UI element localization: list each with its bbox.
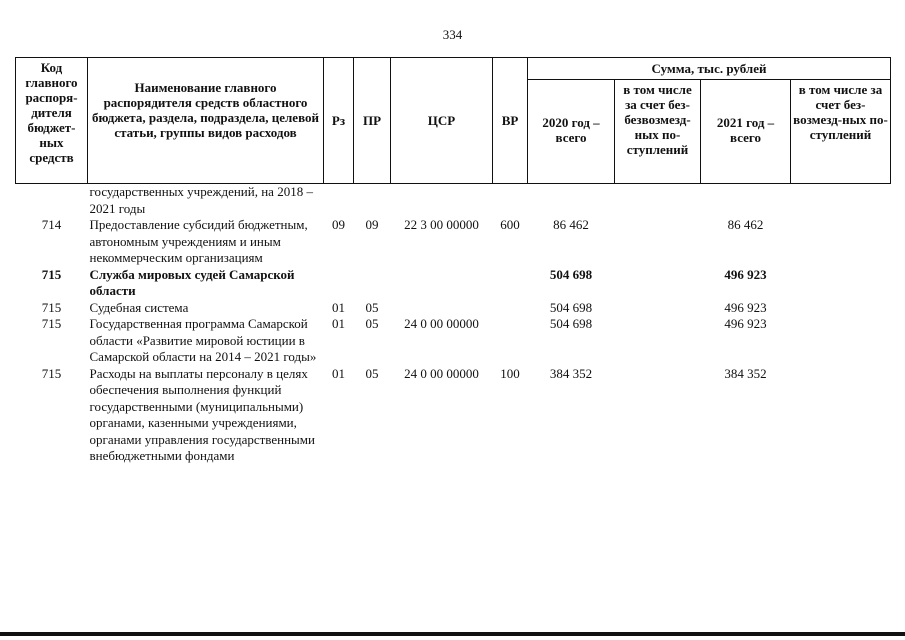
row-csr (391, 267, 493, 300)
row-pr (354, 267, 391, 300)
row-name: Расходы на выплаты персоналу в целях обеспечения выполнения функций государственными (муниципальными) органами, казенными учреждениями, органами управления государственными внебюджетными фондами (89, 365, 315, 463)
header-vr: ВР (493, 58, 528, 184)
row-csr (391, 184, 493, 218)
table-row (16, 217, 891, 267)
header-sum: Сумма, тыс. рублей (528, 58, 891, 80)
row-pr (354, 184, 391, 218)
header-2021-free: в том числе за счет без-возмезд-ных по-ступлений (791, 80, 891, 184)
row-pr: 09 (365, 217, 379, 232)
row-vr: 100 (500, 365, 520, 381)
header-code: Код главного распоря-дителя бюджет-ных средств (16, 58, 88, 184)
row-rz: 01 (332, 365, 345, 381)
row-sum-2021: 384 352 (724, 365, 767, 381)
row-csr: 24 0 00 00000 (404, 316, 479, 331)
row-name: Предоставление субсидий бюджетным, автономным учреждениям и иным некоммерческим организациям (89, 217, 308, 265)
row-sum-2021 (701, 184, 791, 218)
row-sum-2020: 504 698 (549, 266, 593, 282)
bottom-rule (0, 632, 905, 636)
row-sum-2020: 504 698 (549, 316, 593, 331)
table-row (16, 366, 891, 465)
row-sum-2020 (528, 184, 615, 218)
row-name: Государственная программа Самарской области «Развитие мировой юстиции в Самарской области на 2014 – 2021 годы» (89, 316, 317, 364)
row-sum-2020-free (615, 366, 701, 465)
row-csr (391, 300, 493, 317)
row-code: 715 (41, 266, 62, 282)
table-header (16, 58, 891, 184)
row-code: 715 (41, 299, 62, 315)
row-pr: 05 (365, 316, 379, 331)
row-rz: 01 (332, 299, 345, 315)
row-code: 715 (41, 316, 62, 331)
header-2020-free: в том числе за счет без-безвозмезд-ных по-ступлений (615, 80, 701, 184)
row-rz (324, 184, 354, 218)
header-2021-total: 2021 год – всего (701, 80, 791, 184)
header-pr: ПР (354, 58, 391, 184)
row-sum-2021-free (791, 300, 891, 317)
row-sum-2021: 496 923 (724, 316, 767, 331)
row-sum-2020-free (615, 184, 701, 218)
budget-table (15, 57, 891, 465)
row-sum-2020: 504 698 (549, 299, 593, 315)
row-csr: 22 3 00 00000 (404, 217, 479, 232)
header-csr: ЦСР (391, 58, 493, 184)
row-vr (493, 316, 528, 366)
table-body (16, 184, 891, 465)
row-sum-2021: 496 923 (724, 266, 767, 282)
header-name: Наименование главного распорядителя средств областного бюджета, раздела, подраздела, целевой статьи, группы видов расходов (88, 58, 324, 184)
row-code: 714 (41, 217, 62, 232)
table-row (16, 300, 891, 317)
row-sum-2021-free (791, 217, 891, 267)
row-rz (324, 267, 354, 300)
header-rz: Рз (324, 58, 354, 184)
row-sum-2020-free (615, 300, 701, 317)
table-row (16, 267, 891, 300)
row-sum-2021-free (791, 316, 891, 366)
row-sum-2021-free (791, 366, 891, 465)
row-sum-2021: 86 462 (727, 217, 764, 232)
row-sum-2020-free (615, 267, 701, 300)
row-pr: 05 (365, 365, 379, 381)
row-sum-2020: 86 462 (553, 217, 589, 232)
row-code: 715 (41, 365, 62, 381)
header-2020-total: 2020 год – всего (528, 80, 615, 184)
row-sum-2020-free (615, 316, 701, 366)
table-row (16, 184, 891, 218)
row-sum-2021-free (791, 267, 891, 300)
row-sum-2020-free (615, 217, 701, 267)
row-name: Судебная система (89, 299, 189, 315)
row-rz: 09 (332, 217, 345, 232)
row-rz: 01 (332, 316, 345, 331)
row-sum-2020: 384 352 (549, 365, 593, 381)
page-number: 334 (442, 27, 463, 42)
row-sum-2021-free (791, 184, 891, 218)
row-csr: 24 0 00 00000 (404, 365, 479, 381)
row-vr (493, 267, 528, 300)
row-name: Служба мировых судей Самарской области (89, 266, 295, 298)
row-name: государственных учреждений, на 2018 – 2021 годы (89, 184, 313, 216)
row-vr (493, 300, 528, 317)
row-pr: 05 (365, 299, 379, 315)
row-code (16, 184, 88, 218)
row-sum-2021: 496 923 (724, 299, 767, 315)
table-row (16, 316, 891, 366)
row-vr (493, 184, 528, 218)
row-vr: 600 (500, 217, 520, 232)
